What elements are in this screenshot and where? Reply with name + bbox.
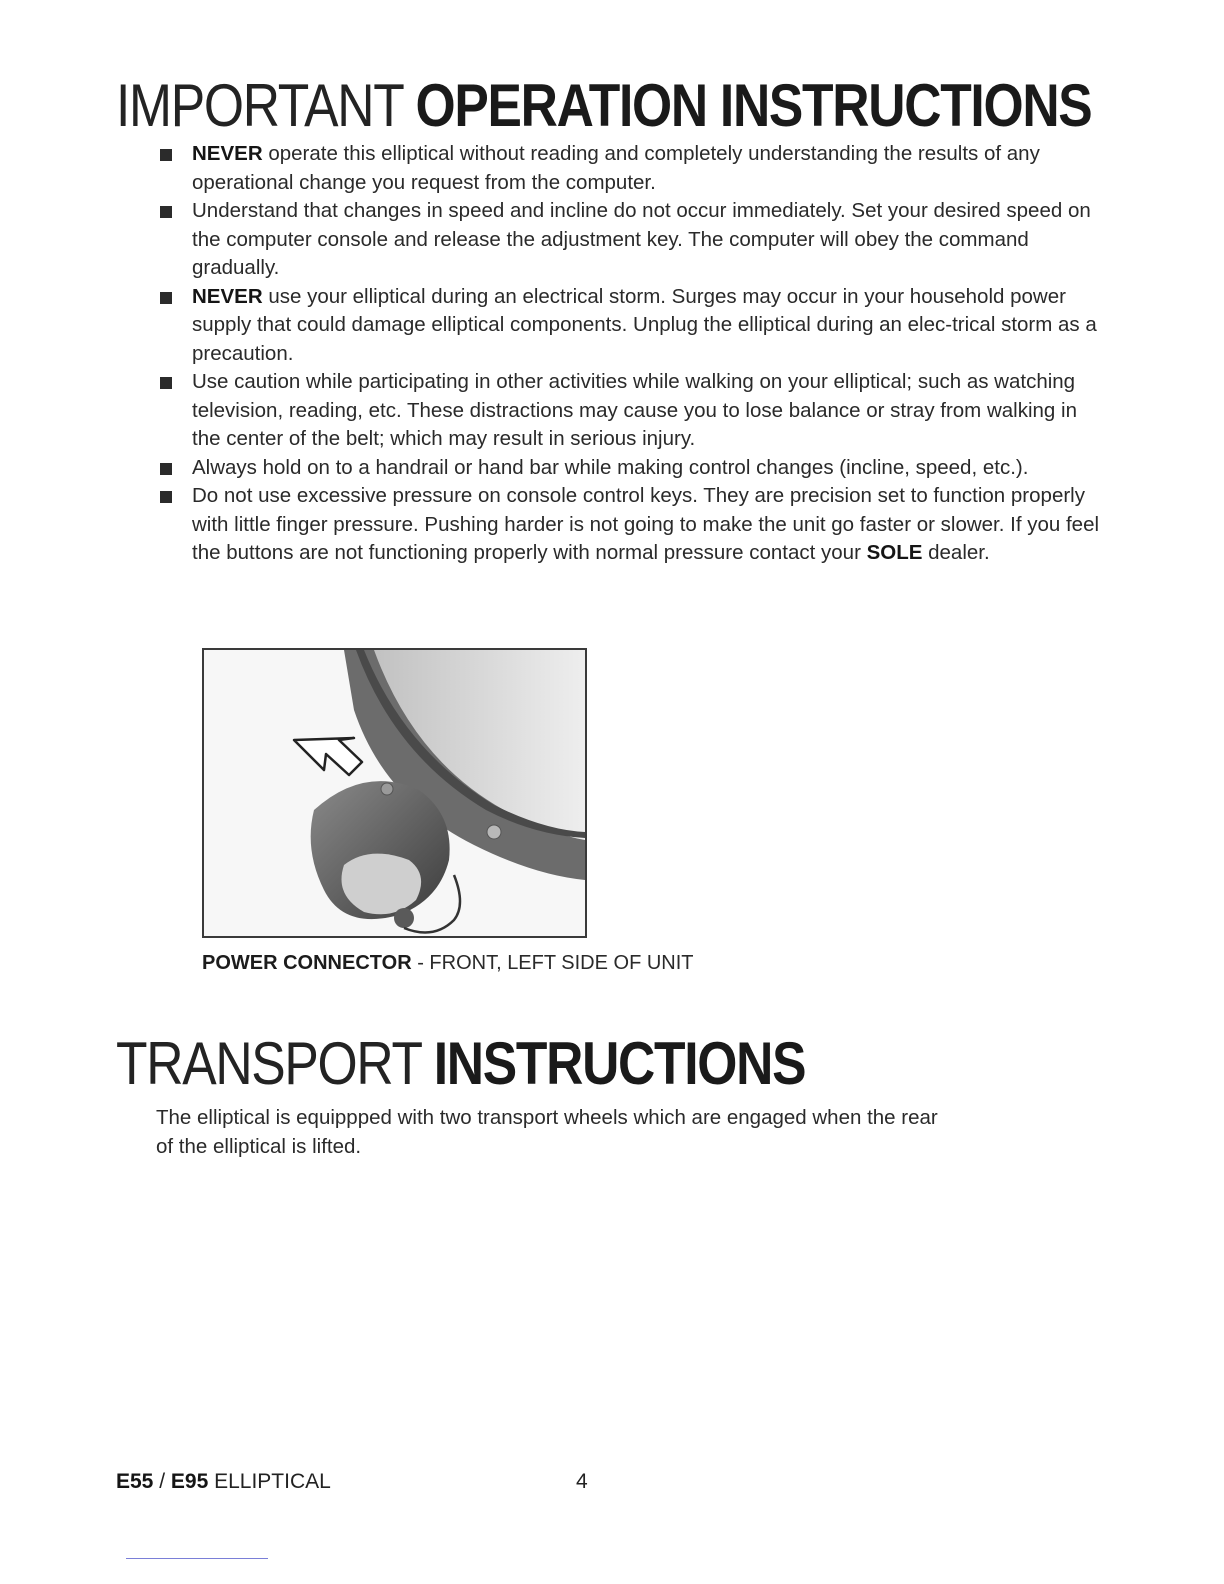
power-connector-illustration [204, 650, 585, 936]
bullet-square-icon [160, 377, 172, 389]
figure-caption: POWER CONNECTOR - FRONT, LEFT SIDE OF UNIT [202, 952, 694, 974]
heading-light: IMPORTANT [116, 72, 404, 139]
bullet-item: Use caution while participating in other activities while walking on your elliptical; such as watching television, reading, etc. These distractions may cause you to lose balance or stray from walking in the center of the belt; which may result in serious injury. [150, 368, 1110, 454]
heading-bold: INSTRUCTIONS [433, 1030, 806, 1097]
bullet-square-icon [160, 149, 172, 161]
bullet-item: NEVER operate this elliptical without reading and completely understanding the results of any operational change you request from the computer. [150, 140, 1110, 197]
footer-divider [126, 1558, 268, 1559]
bullet-item: Always hold on to a handrail or hand bar while making control changes (incline, speed, etc.). [150, 454, 1110, 483]
bullet-square-icon [160, 206, 172, 218]
bullet-square-icon [160, 491, 172, 503]
heading-operation-instructions [116, 72, 1092, 139]
footer-model-name: E55 / E95 ELLIPTICAL [116, 1470, 331, 1493]
operation-bullet-list [150, 140, 1110, 568]
heading-light: TRANSPORT [116, 1030, 422, 1097]
bullet-item: Do not use excessive pressure on console control keys. They are precision set to function properly with little finger pressure. Pushing harder is not going to make the unit go faster or slower. If you feel the buttons are not functioning properly with normal pressure contact your SOLE dealer. [150, 482, 1110, 568]
bullet-item: Understand that changes in speed and incline do not occur immediately. Set your desired speed on the computer console and release the adjustment key. The computer will obey the command gradually. [150, 197, 1110, 283]
bullet-square-icon [160, 463, 172, 475]
heading-transport-instructions [116, 1030, 806, 1097]
transport-paragraph: The elliptical is equippped with two transport wheels which are engaged when the rear of the elliptical is lifted. [156, 1106, 938, 1158]
heading-bold: OPERATION INSTRUCTIONS [415, 72, 1092, 139]
power-connector-photo [202, 648, 587, 938]
page-number: 4 [576, 1470, 588, 1493]
bullet-item: NEVER use your elliptical during an electrical storm. Surges may occur in your household power supply that could damage elliptical components. Unplug the elliptical during an elec-trical storm as a precaution. [150, 283, 1110, 369]
bullet-square-icon [160, 292, 172, 304]
